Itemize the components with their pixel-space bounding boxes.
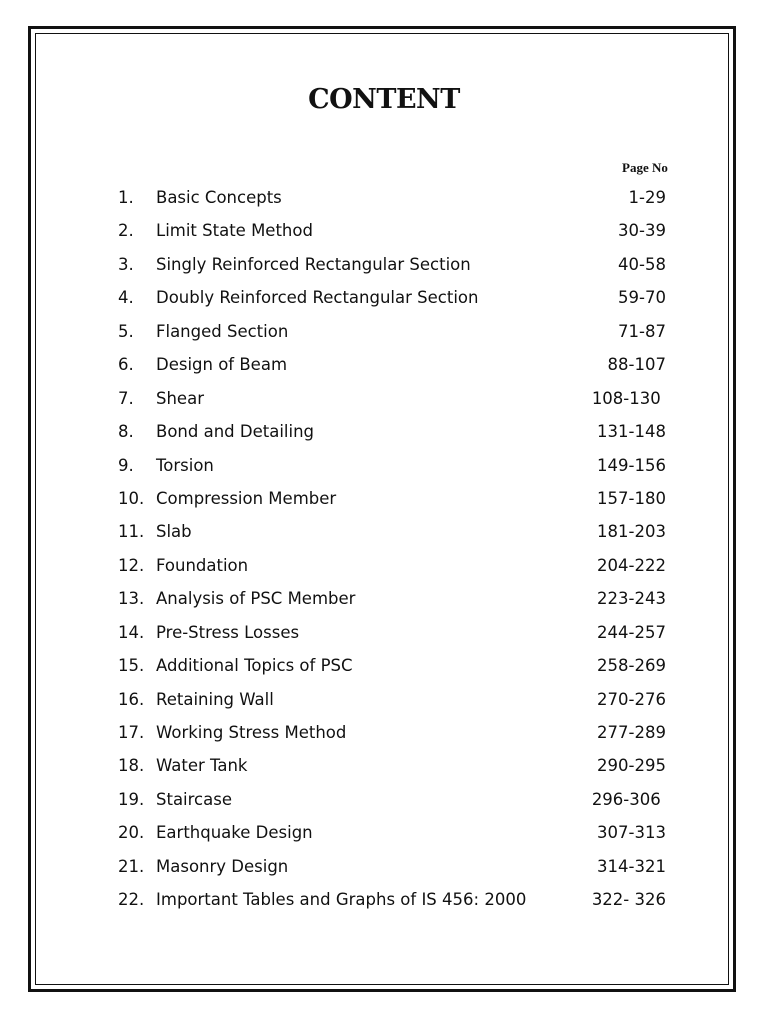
toc-entry-title: Basic Concepts [156, 188, 282, 207]
page-no-header: Page No [622, 160, 668, 175]
toc-entry [0, 750, 768, 783]
toc-entry-number: 12. [118, 555, 145, 575]
toc-entry-number: 13. [118, 589, 145, 609]
toc-entry [0, 784, 768, 817]
toc-entry-pages: 322- 326 [591, 890, 666, 910]
toc-entry [0, 483, 768, 516]
toc-entry-pages: 40-58 [618, 254, 666, 274]
toc-entry-title: Shear [156, 388, 204, 408]
toc-entry [0, 249, 768, 282]
toc-entry-title: Retaining Wall [156, 689, 274, 709]
toc-entry [0, 450, 768, 483]
toc-entry [0, 215, 768, 248]
toc-entry-number: 18. [118, 756, 145, 776]
toc-entry-title: Compression Member [156, 488, 337, 508]
toc-entry-number: 5. [118, 321, 134, 341]
toc-entry-number: 19. [118, 789, 145, 809]
toc-entry-pages: 204-222 [597, 555, 666, 575]
toc-entry-pages: 59-70 [618, 288, 666, 308]
toc-entry-number: 3. [118, 254, 134, 274]
toc-entry-pages: 270-276 [597, 689, 666, 709]
toc-entry-number: 20. [118, 823, 145, 843]
toc-entry [0, 550, 768, 583]
toc-entry-title: Staircase [156, 789, 232, 809]
toc-entry-title: Slab [156, 522, 192, 542]
toc-entry-title: Working Stress Method [156, 723, 347, 742]
toc-entry-number: 14. [118, 622, 145, 642]
toc-entry-title: Doubly Reinforced Rectangular Section [156, 288, 479, 308]
toc-entry-title: Analysis of PSC Member [156, 589, 356, 609]
page-title: CONTENT [308, 84, 460, 115]
toc-entry [0, 282, 768, 315]
toc-entry-pages: 244-257 [597, 622, 666, 642]
toc-entry-title: Important Tables and Graphs of IS 456: 2000 [156, 890, 527, 910]
toc-entry-title: Bond and Detailing [156, 422, 314, 442]
toc-entry-pages: 258-269 [597, 656, 666, 676]
toc-entry-pages: 88-107 [607, 355, 666, 375]
toc-entry-title: Flanged Section [156, 321, 289, 341]
toc-entry-number: 10. [118, 488, 145, 508]
toc-entry [0, 583, 768, 616]
toc-entry-number: 6. [118, 355, 134, 375]
toc-entry-title: Additional Topics of PSC [156, 656, 353, 676]
toc-entry-pages: 30-39 [618, 221, 666, 241]
toc-entry-number: 8. [118, 422, 134, 442]
toc-entry [0, 851, 768, 884]
toc-entry-pages: 290-295 [597, 756, 666, 776]
toc-entry [0, 650, 768, 683]
toc-entry-pages: 108-130 [591, 388, 666, 408]
toc-entry-pages: 131-148 [597, 422, 666, 442]
toc-entry-title: Pre-Stress Losses [156, 622, 300, 642]
toc-entry [0, 182, 768, 215]
toc-entry [0, 684, 768, 717]
toc-entry-number: 21. [118, 856, 145, 876]
toc-entry [0, 416, 768, 449]
toc-entry-pages: 157-180 [597, 488, 666, 508]
toc-entry-number: 9. [118, 455, 134, 475]
toc-entry [0, 884, 768, 917]
toc-entry [0, 817, 768, 850]
toc-entry-pages: 149-156 [597, 455, 666, 475]
toc-entry-title: Masonry Design [156, 856, 289, 876]
toc-entry-pages: 314-321 [597, 856, 666, 876]
toc-entry-pages: 1-29 [628, 188, 666, 207]
toc-entry-number: 22. [118, 890, 145, 910]
toc-entry-pages: 181-203 [597, 522, 666, 542]
toc-entry-number: 15. [118, 656, 145, 676]
toc-entry-title: Earthquake Design [156, 823, 313, 843]
toc-entry-number: 4. [118, 288, 134, 308]
toc-entry [0, 349, 768, 382]
toc-entry-title: Design of Beam [156, 355, 288, 375]
toc-entry [0, 717, 768, 750]
toc-entry-title: Foundation [156, 555, 249, 575]
toc-entry-pages: 223-243 [597, 589, 666, 609]
toc-entry [0, 383, 768, 416]
toc-entry-pages: 296-306 [591, 789, 666, 809]
table-of-contents [0, 182, 768, 918]
toc-entry-pages: 307-313 [597, 823, 666, 843]
toc-entry-number: 1. [118, 188, 134, 207]
toc-entry [0, 516, 768, 549]
toc-entry-number: 7. [118, 388, 134, 408]
toc-entry-number: 17. [118, 723, 145, 742]
toc-entry-number: 2. [118, 221, 134, 241]
toc-entry-title: Water Tank [156, 756, 248, 776]
toc-entry-pages: 277-289 [597, 723, 666, 742]
toc-entry [0, 617, 768, 650]
toc-entry-pages: 71-87 [618, 321, 666, 341]
toc-entry-title: Torsion [156, 455, 214, 475]
toc-entry-title: Limit State Method [156, 221, 313, 241]
toc-entry-title: Singly Reinforced Rectangular Section [156, 254, 471, 274]
toc-entry-number: 16. [118, 689, 145, 709]
toc-entry [0, 316, 768, 349]
toc-entry-number: 11. [118, 522, 145, 542]
